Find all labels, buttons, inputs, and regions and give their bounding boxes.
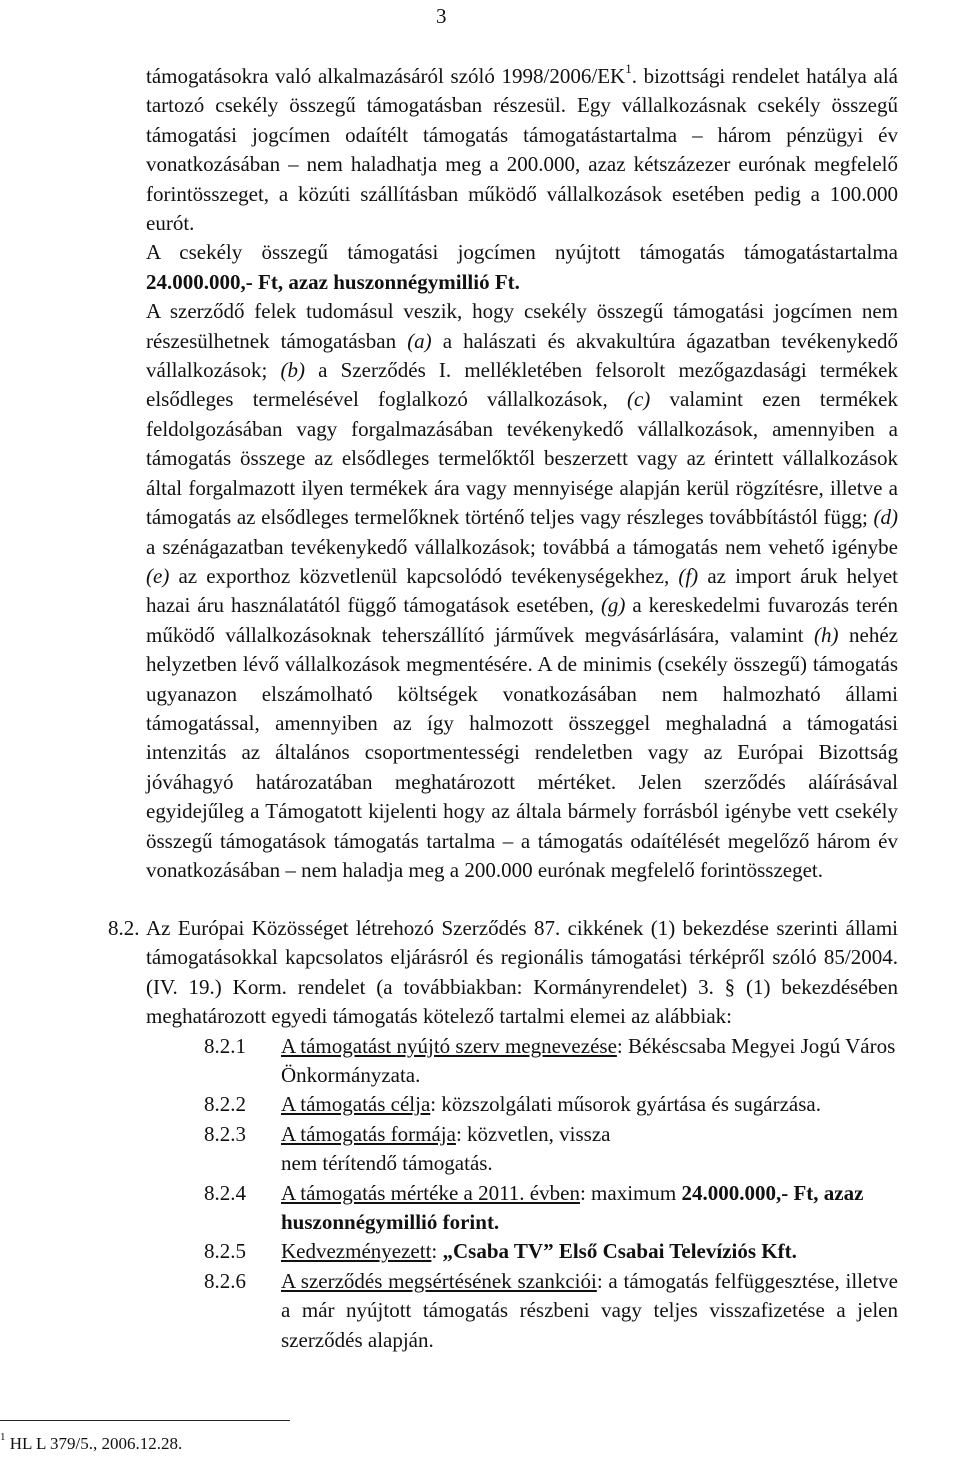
- item-text: [281, 1090, 898, 1119]
- list-marker: (g): [600, 593, 626, 618]
- text-run: az exporthoz közvetlenül kapcsolódó tevékenységekhez,: [169, 563, 679, 588]
- item-value: : közszolgálati műsorok gyártása és sugárzása.: [430, 1092, 821, 1117]
- item-value: : a támogatás felfüggesztése, illetve a már nyújtott támogatás részbeni vagy teljes visszafizetése a jelen szerződés alapján.: [281, 1268, 898, 1352]
- footnote-divider: [0, 1420, 290, 1421]
- text-run: az import áruk helyet hazai áru használatától függő támogatások esetében,: [146, 563, 898, 618]
- amount-bold: 24.000.000,- Ft, azaz huszonnégymillió Ft.: [146, 269, 520, 294]
- item-label: A támogatás formája: [281, 1121, 456, 1146]
- paragraph-text: A csekély összegű támogatási jogcímen nyújtott támogatás támogatástartalma: [146, 240, 898, 265]
- item-number: 8.2.2: [204, 1092, 246, 1117]
- item-value: : közvetlen, vissza nem térítendő támogatás.: [281, 1121, 611, 1176]
- text-run: A szerződő felek tudomásul veszik, hogy csekély összegű támogatási jogcímen nem részesülhetnek támogatásban: [146, 299, 898, 353]
- page-number: 3: [436, 4, 447, 28]
- item-label: A támogatás mértéke a 2011. évben: [281, 1180, 580, 1205]
- item-label: A támogatás célja: [281, 1092, 431, 1117]
- item-text: [281, 1120, 621, 1179]
- text-run: a halászati és akvakultúra ágazatban tevékenykedő vállalkozások;: [146, 328, 898, 383]
- list-marker: (a): [407, 328, 432, 353]
- item-label: A szerződés megsértésének szankciói: [281, 1268, 597, 1293]
- item-label: Kedvezményezett: [281, 1239, 432, 1264]
- item-label: A támogatást nyújtó szerv megnevezése: [281, 1033, 617, 1058]
- item-value: :: [431, 1239, 443, 1264]
- paragraph-text: támogatásokra való alkalmazásáról szóló 1998/2006/EK: [146, 64, 626, 88]
- list-item: [146, 1267, 898, 1355]
- list-marker: (b): [280, 358, 305, 383]
- list-item: [146, 1090, 898, 1119]
- list-marker: (d): [873, 505, 898, 530]
- footnote-ref: 1: [625, 61, 632, 76]
- footnote-mark: 1: [0, 1431, 6, 1444]
- text-run: nehéz helyzetben lévő vállalkozások megmentésére. A de minimis (csekély összegű) támogatás ugyanazon elszámolható költségek vonatkozásában nem halmozható állami támogatással, amennyiben az így halmozott összeggel meghaladná a támogatási intenzitás az általános csoportmentességi rendeletben vagy az Európai Bizottság jóváhagyó határozatában meghatározott mértéket. Jelen szerződés aláírásával egyidejűleg a Támogatott kijelenti hogy az általa bármely forrásból igénybe vett csekély összegű támogatások támogatás tartalma – a támogatás odaítélését megelőző három év vonatkozásában – nem haladja meg a 200.000 eurónak megfelelő forintösszeget.: [146, 622, 898, 882]
- item-number: 8.2.6: [204, 1268, 246, 1293]
- item-text: [281, 1179, 898, 1238]
- item-number: 8.2.3: [204, 1121, 246, 1146]
- item-bold: „Csaba TV” Első Csabai Televíziós Kft.: [442, 1239, 797, 1264]
- list-item: [146, 1120, 898, 1179]
- item-text: [281, 1032, 898, 1091]
- item-bold: 24.000.000,- Ft, azaz huszonnégymillió forint.: [281, 1180, 864, 1235]
- list-item: [146, 1032, 898, 1091]
- list-marker: (e): [146, 563, 170, 588]
- text-run: a szénágazatban tevékenykedő vállalkozások; továbbá a támogatás nem vehető igénybe: [146, 534, 898, 559]
- section-8-2: [108, 914, 898, 1355]
- text-run: a Szerződés I. mellékletében felsorolt mezőgazdasági termékek elsődleges termelésével foglalkozó vállalkozások,: [146, 358, 898, 412]
- list-item: [146, 1179, 898, 1238]
- list-marker: (h): [813, 622, 839, 647]
- paragraph-text: . bizottsági rendelet hatálya alá tartozó csekély összegű támogatásban részesül. Egy vállalkozásnak csekély összegű támogatási jogcímen odaítélt támogatás támogatástartalma – három pénzügyi év vonatkozásában – nem haladhatja meg a 200.000, azaz kétszázezer eurónak megfelelő forintösszeget, a közúti szállításban működő vállalkozások esetében pedig a 100.000 eurót.: [146, 64, 899, 236]
- item-text: [281, 1237, 898, 1266]
- text-run: a kereskedelmi fuvarozás terén működő vállalkozásoknak teherszállító járművek megvásárlására, valamint: [146, 593, 898, 647]
- item-number: 8.2.1: [204, 1033, 246, 1058]
- item-number: 8.2.5: [204, 1239, 246, 1264]
- paragraph-amount: [146, 238, 898, 297]
- item-value: : Békéscsaba Megyei Jogú Város Önkormányzata.: [281, 1033, 896, 1088]
- item-value: : maximum: [579, 1180, 682, 1205]
- section-text: Az Európai Közösséget létrehozó Szerződés 87. cikkének (1) bekezdése szerinti állami támogatásokkal kapcsolatos eljárásról és regionális támogatási térképről szóló 85/2004. (IV. 19.) Korm. rendelet (a továbbiakban: Kormányrendelet) 3. § (1) bekezdésében meghatározott egyedi támogatás kötelező tartalmi elemei az alábbiak:: [146, 916, 898, 1029]
- list-marker: (c): [626, 387, 651, 412]
- section-number: 8.2.: [108, 916, 140, 940]
- item-text: [281, 1267, 898, 1355]
- text-run: valamint ezen termékek feldolgozásában vagy forgalmazásában tevékenykedő vállalkozások, amennyiben a támogatás összege az elsődleges termelőktől beszerzett vagy az érintett vállalkozások által forgalmazott ilyen termékek ára vagy mennyisége alapján kerül rögzítésre, illetve a támogatás az elsődleges termelőknek történő teljes vagy részleges továbbítástól függ;: [146, 387, 898, 530]
- footnote-text: HL L 379/5., 2006.12.28.: [5, 1434, 183, 1453]
- item-number: 8.2.4: [204, 1180, 246, 1205]
- paragraph-exclusions: [146, 297, 898, 885]
- list-item: [146, 1237, 898, 1266]
- paragraph-intro: [146, 62, 898, 238]
- main-text: [146, 62, 898, 885]
- list-marker: (f): [678, 563, 699, 588]
- footnote: [0, 1431, 183, 1454]
